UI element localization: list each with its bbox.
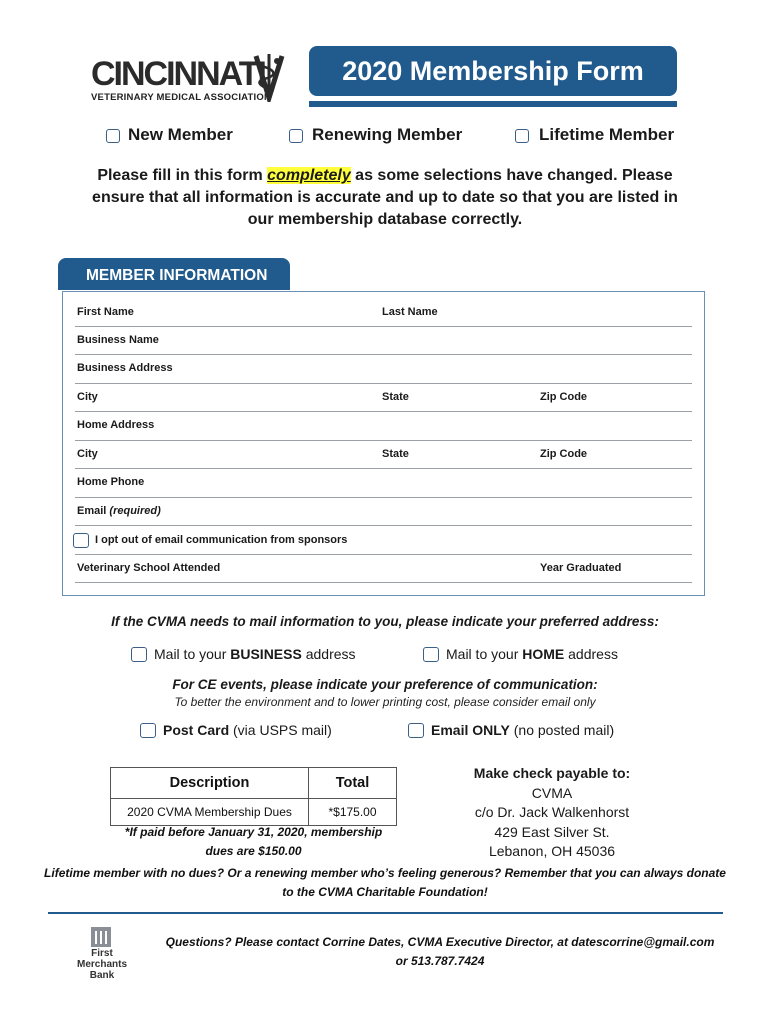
- bank-logo-text: [66, 948, 138, 981]
- email-only-checkbox[interactable]: [408, 723, 424, 738]
- total-header: Total: [309, 768, 397, 799]
- comm-pref-question: For CE events, please indicate your preference of communication:: [172, 677, 598, 692]
- form-title: 2020 Membership Form: [309, 46, 677, 96]
- early-payment-note: *If paid before January 31, 2020, membership dues are $150.00: [124, 825, 383, 858]
- payment-line: CVMA: [531, 784, 573, 801]
- vet-school-field[interactable]: [75, 582, 692, 583]
- member-info-heading: MEMBER INFORMATION: [58, 258, 290, 290]
- opt-out-checkbox[interactable]: [73, 533, 89, 548]
- dues-table-header: [111, 768, 397, 799]
- business-address-field[interactable]: [75, 383, 692, 384]
- email-label-text: Email: [77, 505, 107, 517]
- logo-subtitle: VETERINARY MEDICAL ASSOCIATION: [91, 92, 272, 103]
- renewing-member-checkbox[interactable]: [289, 129, 303, 143]
- intro-before: Please fill in this form: [97, 167, 268, 184]
- email-only-rest: (no posted mail): [509, 722, 615, 738]
- first-name-field[interactable]: [75, 326, 692, 327]
- renewing-member-label: Renewing Member: [312, 125, 463, 144]
- business-name-field[interactable]: [75, 354, 692, 355]
- home-zip-label: Zip Code: [540, 448, 588, 460]
- email-required-note: (required): [109, 505, 161, 517]
- last-name-label: Last Name: [382, 306, 438, 318]
- new-member-checkbox[interactable]: [106, 129, 120, 143]
- mail-home-label: [446, 646, 618, 662]
- bank-building-icon: [90, 926, 112, 948]
- payment-heading: Make check payable to:: [473, 765, 631, 781]
- business-name-label: Business Name: [77, 334, 159, 346]
- dues-description-cell: 2020 CVMA Membership Dues: [111, 799, 309, 826]
- intro-text: [90, 165, 680, 231]
- mail-business-label: [154, 646, 356, 662]
- logo-wordmark: CINCINNATI: [91, 55, 265, 93]
- postcard-checkbox[interactable]: [140, 723, 156, 738]
- dues-total-cell: *$175.00: [309, 799, 397, 826]
- home-address-label: Home Address: [77, 419, 155, 431]
- postcard-bold: Post Card: [163, 722, 230, 738]
- home-address-field[interactable]: [75, 440, 692, 441]
- description-header: Description: [111, 768, 309, 799]
- mail-business-pre: Mail to your: [154, 646, 231, 662]
- mail-home-pre: Mail to your: [446, 646, 523, 662]
- caduceus-v-icon: [252, 52, 286, 102]
- dues-table: [110, 767, 397, 826]
- new-member-label: New Member: [128, 125, 233, 144]
- email-only-bold: Email ONLY: [431, 722, 510, 738]
- home-city-field[interactable]: [75, 468, 692, 469]
- postcard-rest: (via USPS mail): [229, 722, 332, 738]
- email-field[interactable]: [75, 525, 692, 526]
- footer-divider: [48, 912, 723, 914]
- opt-out-label: I opt out of email communication from sponsors: [95, 534, 348, 546]
- comm-pref-subtext: To better the environment and to lower printing cost, please consider email only: [174, 695, 596, 709]
- lifetime-member-checkbox[interactable]: [515, 129, 529, 143]
- business-address-label: Business Address: [77, 362, 173, 374]
- business-zip-label: Zip Code: [540, 391, 588, 403]
- vet-school-label: Veterinary School Attended: [77, 562, 221, 574]
- email-label: [77, 505, 161, 517]
- home-state-label: State: [382, 448, 409, 460]
- mail-home-checkbox[interactable]: [423, 647, 439, 662]
- year-graduated-label: Year Graduated: [540, 562, 622, 574]
- intro-after: as some selections have changed. Please ensure that all information is accurate and up to date so that you are listed in our membership database correctly.: [92, 167, 678, 228]
- mail-home-post: address: [564, 646, 618, 662]
- lifetime-donation-note: Lifetime member with no dues? Or a renewing member who’s feeling generous? Remember that you can always donate to the CVMA Charitable Foundation!: [44, 866, 726, 899]
- mail-business-post: address: [301, 646, 356, 662]
- title-underline: [309, 101, 677, 107]
- business-city-field[interactable]: [75, 411, 692, 412]
- table-row: [111, 799, 397, 826]
- intro-highlight: completely: [267, 167, 351, 184]
- mail-home-bold: HOME: [522, 646, 565, 662]
- contact-line2: or 513.787.7424: [395, 954, 485, 968]
- payment-line: 429 East Silver St.: [494, 823, 610, 840]
- payment-line: c/o Dr. Jack Walkenhorst: [474, 804, 630, 820]
- mail-business-checkbox[interactable]: [131, 647, 147, 662]
- mail-pref-question: If the CVMA needs to mail information to you, please indicate your preferred address:: [111, 614, 659, 629]
- mail-business-bold: BUSINESS: [230, 646, 302, 662]
- home-city-label: City: [77, 448, 98, 460]
- first-name-label: First Name: [77, 306, 134, 318]
- email-only-label: [431, 722, 614, 738]
- home-phone-label: Home Phone: [77, 476, 145, 488]
- postcard-label: [163, 722, 332, 738]
- lifetime-member-label: Lifetime Member: [539, 125, 675, 144]
- contact-line1: Questions? Please contact Corrine Dates, CVMA Executive Director, at datescorrine@gmail.com: [165, 935, 715, 949]
- bank-name-line1: First Merchants: [76, 948, 127, 970]
- payment-address: [452, 764, 652, 862]
- payment-line: Lebanon, OH 45036: [488, 843, 616, 859]
- home-phone-field[interactable]: [75, 497, 692, 498]
- bank-name-line2: Bank: [89, 970, 115, 981]
- business-city-label: City: [77, 391, 98, 403]
- contact-info: [160, 933, 720, 971]
- opt-out-divider: [75, 554, 692, 555]
- business-state-label: State: [382, 391, 409, 403]
- member-info-box: [62, 291, 705, 596]
